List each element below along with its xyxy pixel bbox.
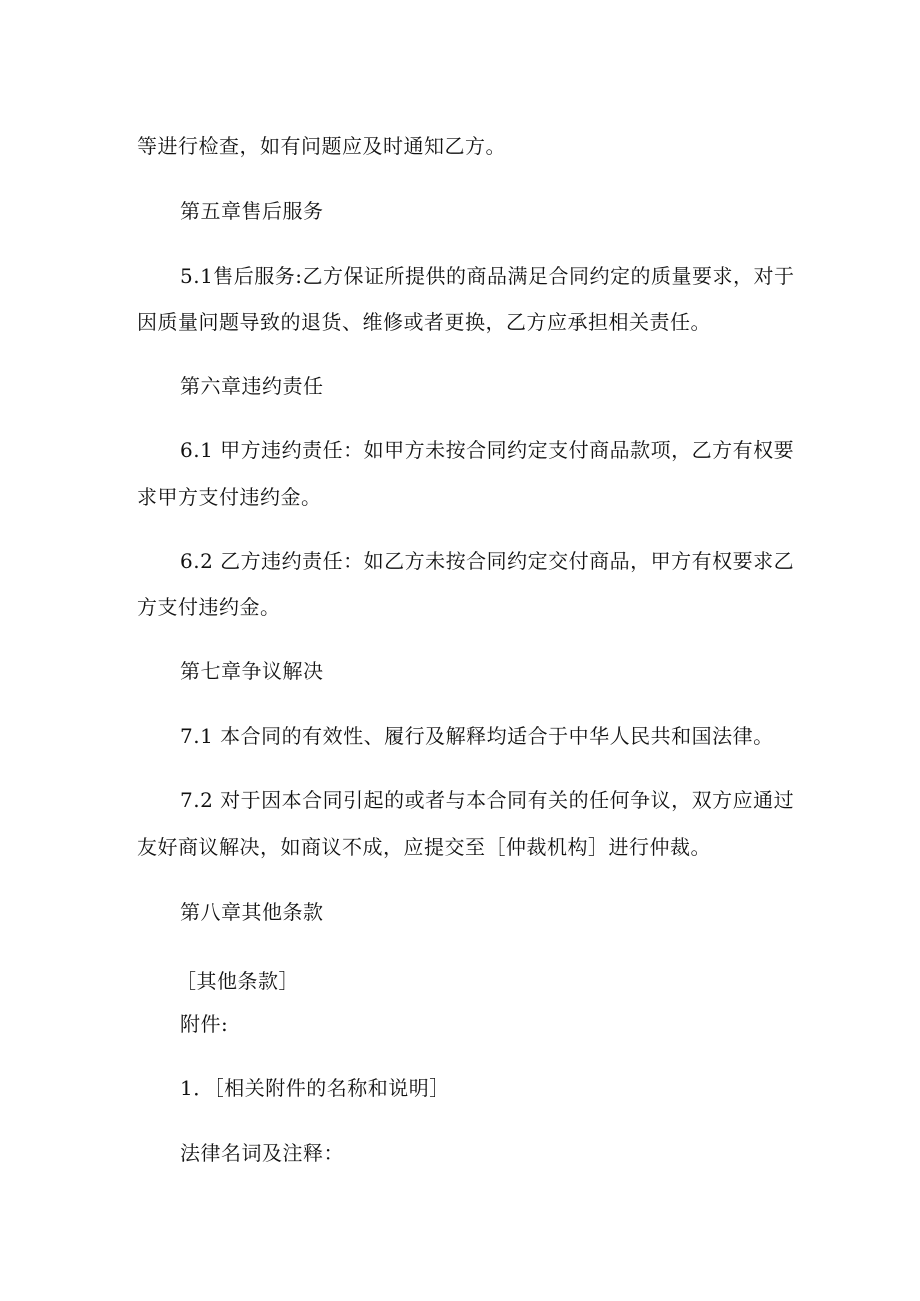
legal-terms-label: 法律名词及注释：	[180, 1141, 344, 1165]
paragraph-fragment-top: 等进行检查，如有问题应及时通知乙方。	[137, 134, 506, 158]
other-terms-placeholder: ［其他条款］	[176, 969, 299, 993]
attachments-label: 附件:	[180, 1012, 229, 1036]
chapter-5-heading: 第五章售后服务	[180, 199, 324, 223]
chapter-6-heading: 第六章违约责任	[180, 374, 324, 398]
chapter-8-heading: 第八章其他条款	[180, 900, 324, 924]
clause-5-1-line-1: 5.1售后服务:乙方保证所提供的商品满足合同约定的质量要求，对于	[180, 264, 795, 288]
clause-6-1-line-1: 6.1 甲方违约责任：如甲方未按合同约定支付商品款项，乙方有权要	[180, 438, 795, 462]
clause-6-2-line-1: 6.2 乙方违约责任：如乙方未按合同约定交付商品，甲方有权要求乙	[180, 549, 795, 573]
clause-5-1-line-2: 因质量问题导致的退货、维修或者更换，乙方应承担相关责任。	[137, 310, 711, 334]
clause-6-2-line-2: 方支付违约金。	[137, 595, 281, 619]
clause-7-1: 7.1 本合同的有效性、履行及解释均适合于中华人民共和国法律。	[180, 724, 774, 748]
clause-7-2-line-1: 7.2 对于因本合同引起的或者与本合同有关的任何争议，双方应通过	[180, 788, 795, 812]
clause-7-2-line-2: 友好商议解决，如商议不成，应提交至［仲裁机构］进行仲裁。	[137, 835, 711, 859]
attachment-item-1: 1．［相关附件的名称和说明］	[180, 1076, 450, 1100]
chapter-7-heading: 第七章争议解决	[180, 659, 324, 683]
clause-6-1-line-2: 求甲方支付违约金。	[137, 485, 322, 509]
